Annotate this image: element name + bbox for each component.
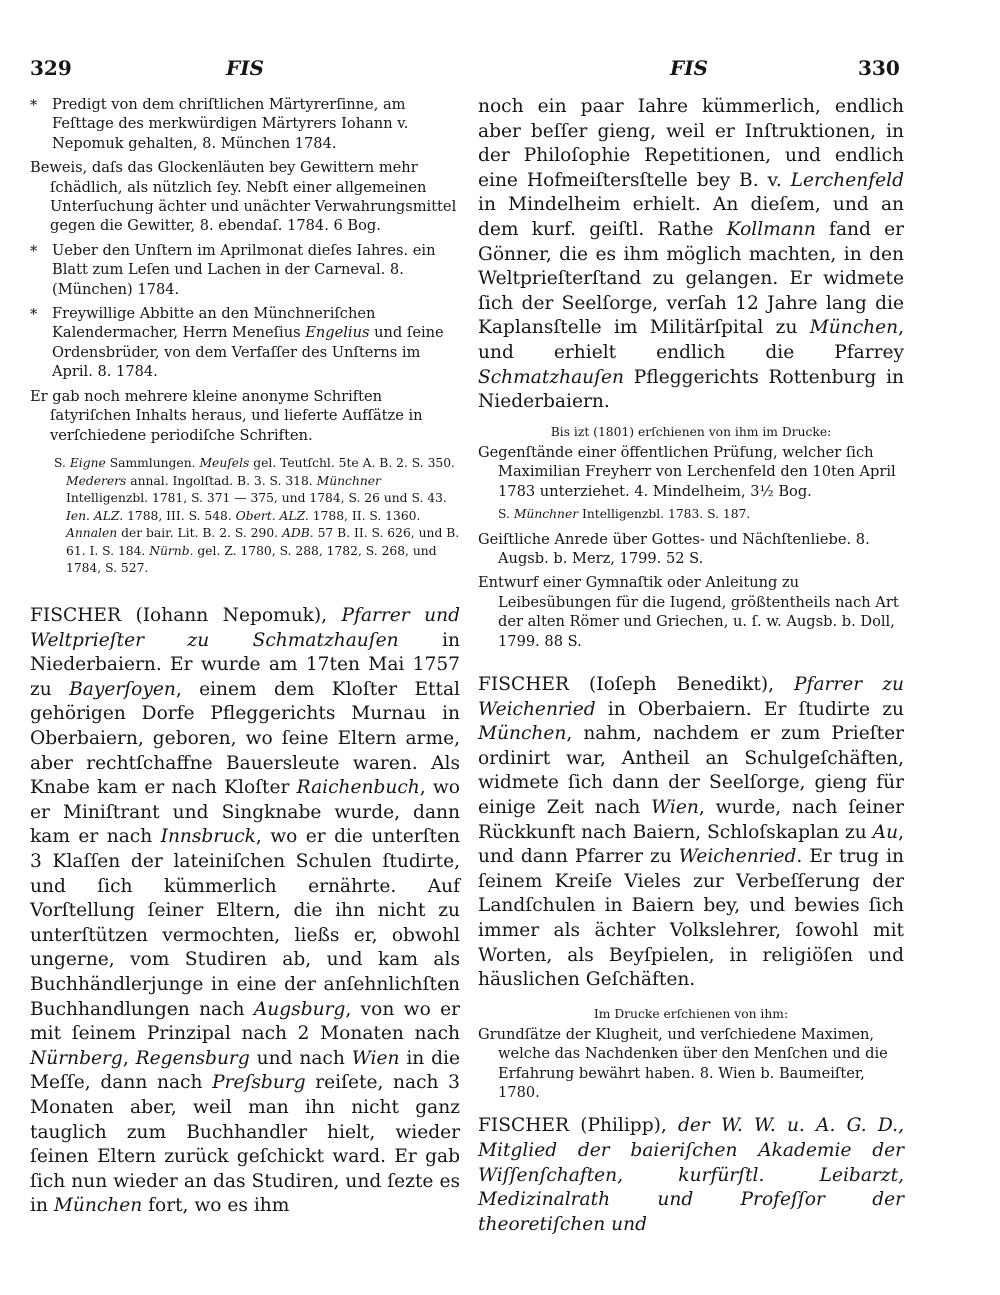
continuation-fischer-johann-nepomuk: noch ein paar Iahre kümmerlich, endlich aber beſſer gieng, weil er Inſtruktionen, in der Philoſophie Repetitionen, und endlich eine Hofmeiſtersſtelle bey B. v. Lerchenfeld in Mindelheim erhielt. An dieſem, und an dem kurf. geiſtl. Rathe Kollmann fand er Gönner, die es ihm möglich machten, in den Weltprieſterſtand zu gelangen. Er widmete ſich der Seelſorge, verſah 12 Jahre lang die Kaplansſtelle im Militärſpital zu München, und erhielt endlich die Pfarrey Schmatzhauſen Pfleggerichts Rottenburg in Niederbaiern. <box>478 96 905 413</box>
work-grundsaetze-der-klugheit: Grundſätze der Klugheit, und verſchiedene Maximen, welche das Nachdenken über den Menſchen und die Erfahrung bewährt haben. 8. Wien b. Baumeiſter, 1780. <box>478 1025 888 1101</box>
entry-fischer-philipp: FISCHER (Philipp), der W. W. u. A. G. D., Mitglied der baieriſchen Akademie der Wiſſenſchaften, kurfürſtl. Leibarzt, Medizinalrath und Profeſſor der theoretiſchen und <box>478 1115 904 1235</box>
right-page-number: 330 <box>858 56 900 80</box>
entry-predigt: * Predigt von dem chriſtlichen Märtyrerſinne, am Feſttage des merkwürdigen Märtyrers Iohann v. Nepomuk gehalten, 8. München 1784. <box>30 95 460 153</box>
right-column <box>478 95 904 1237</box>
work-entwurf-gymnastik: Entwurf einer Gymnaſtik oder Anleitung zu Leibesübungen für die Iugend, größtentheils nach Art der alten Römer und Griechen, u. ſ. w. Augsb. b. Doll, 1799. 88 S. <box>478 574 899 650</box>
entry-freywillige-abbitte: * Freywillige Abbitte an den Münchneriſchen Kalendermacher, Herrn Meneſius Engelius und ſeine Ordensbrüder, von dem Verfaſſer des Unſterns im April. 8. 1784. <box>30 304 460 382</box>
work-gegenstaende: Gegenſtände einer öffentlichen Prüfung, welcher ſich Maximilian Freyherr von Lerchenfeld den 10ten April 1783 unterziehet. 4. Mindelheim, 3½ Bog. <box>478 443 896 500</box>
work-geistliche-anrede: Geiſtliche Anrede über Gottes- und Nächſtenliebe. 8. Augsb. b. Merz, 1799. 52 S. <box>478 530 870 567</box>
left-running-header: FIS <box>226 56 264 80</box>
references-block: S. Eigne Sammlungen. Meuſels gel. Teutſchl. 5te A. B. 2. S. 350. Mederers annal. Ingolſtad. B. 3. S. 318. Münchner Intelligenzbl. 1781, S. 371 — 375, und 1784, S. 26 und S. 43. Ien. ALZ. 1788, III. S. 548. Obert. ALZ. 1788, II. S. 1360. Annalen der bair. Lit. B. 2. S. 290. ADB. 57 B. II. S. 626, und B. 61. I. S. 184. Nürnb. gel. Z. 1780, S. 288, 1782, S. 268, und 1784, S. 527. <box>54 455 460 576</box>
printed-works-heading: Bis izt (1801) erſchienen von ihm im Drucke: <box>550 424 832 439</box>
left-page-number: 329 <box>30 56 72 80</box>
entry-anonymous-writings: Er gab noch mehrere kleine anonyme Schriften ſatyriſchen Inhalts heraus, und lieferte Aufſätze in verſchiedene periodiſche Schriften. <box>30 387 423 444</box>
right-running-header: FIS <box>670 56 708 80</box>
entry-beweis: Beweis, daſs das Glockenläuten bey Gewittern mehr ſchädlich, als nützlich ſey. Nebſt einer allgemeinen Unterſuchung ächter und unächter Verwahrungsmittel gegen die Gewitter, 8. ebendaſ. 1784. 6 Bog. <box>30 159 457 235</box>
entry-fischer-johann-nepomuk: FISCHER (Iohann Nepomuk), Pfarrer und Weltprieſter zu Schmatzhauſen in Niederbaiern. Er wurde am 17ten Mai 1757 zu Bayerſoyen, einem dem Kloſter Ettal gehörigen Dorfe Pfleggerichts Murnau in Oberbaiern, geboren, wo ſeine Eltern arme, aber rechtſchaffne Bauersleute waren. Als Knabe kam er nach Kloſter Raichenbuch, wo er Miniſtrant und Singknabe wurde, dann kam er nach Innsbruck, wo er die unterſten 3 Klaſſen der lateiniſchen Schulen ſtudirte, und ſich kümmerlich ernährte. Auf Vorſtellung ſeiner Eltern, die ihn nicht zu unterſtützen vermochten, ließs er, obwohl ungerne, vom Studiren ab, und kam als Buchhändlerjunge in eine der anſehnlichſten Buchhandlungen nach Augsburg, von wo er mit ſeinem Prinzipal nach 2 Monaten nach Nürnberg, Regensburg und nach Wien in die Meſſe, dann nach Preſsburg reiſete, nach 3 Monaten aber, weil man ihn nicht ganz tauglich zum Buchhandler hielt, wieder ſeinen Eltern zurück geſchickt ward. Er gab ſich nun wieder an das Studiren, und ſezte es in München fort, wo es ihm <box>30 605 460 1217</box>
printed-works-heading-2: Im Drucke erſchienen von ihm: <box>593 1006 789 1021</box>
left-column <box>30 95 460 1219</box>
entry-fischer-joseph-benedikt: FISCHER (Ioſeph Benedikt), Pfarrer zu Weichenried in Oberbaiern. Er ſtudirte zu München, nahm, nachdem er zum Prieſter ordinirt war, Antheil an Schulgeſchäften, widmete ſich dann der Seelſorge, gieng für einige Zeit nach Wien, wurde, nach ſeiner Rückkunft nach Baiern, Schloſskaplan zu Au, und dann Pfarrer zu Weichenried. Er trug in ſeinem Kreiſe Vieles zur Verbeſſerung der Landſchulen in Baiern bey, und bewies ſich immer als ächter Volkslehrer, ſowohl mit Worten, als Beyſpielen, in religiöſen und häuslichen Geſchäften. <box>478 673 904 991</box>
entry-ueber-den-unstern: * Ueber den Unſtern im Aprilmonat dieſes Iahres. ein Blatt zum Leſen und Lachen in der Carneval. 8. (München) 1784. <box>30 241 460 299</box>
reference-intelligenzblatt: S. Münchner Intelligenzbl. 1783. S. 187. <box>498 506 751 521</box>
